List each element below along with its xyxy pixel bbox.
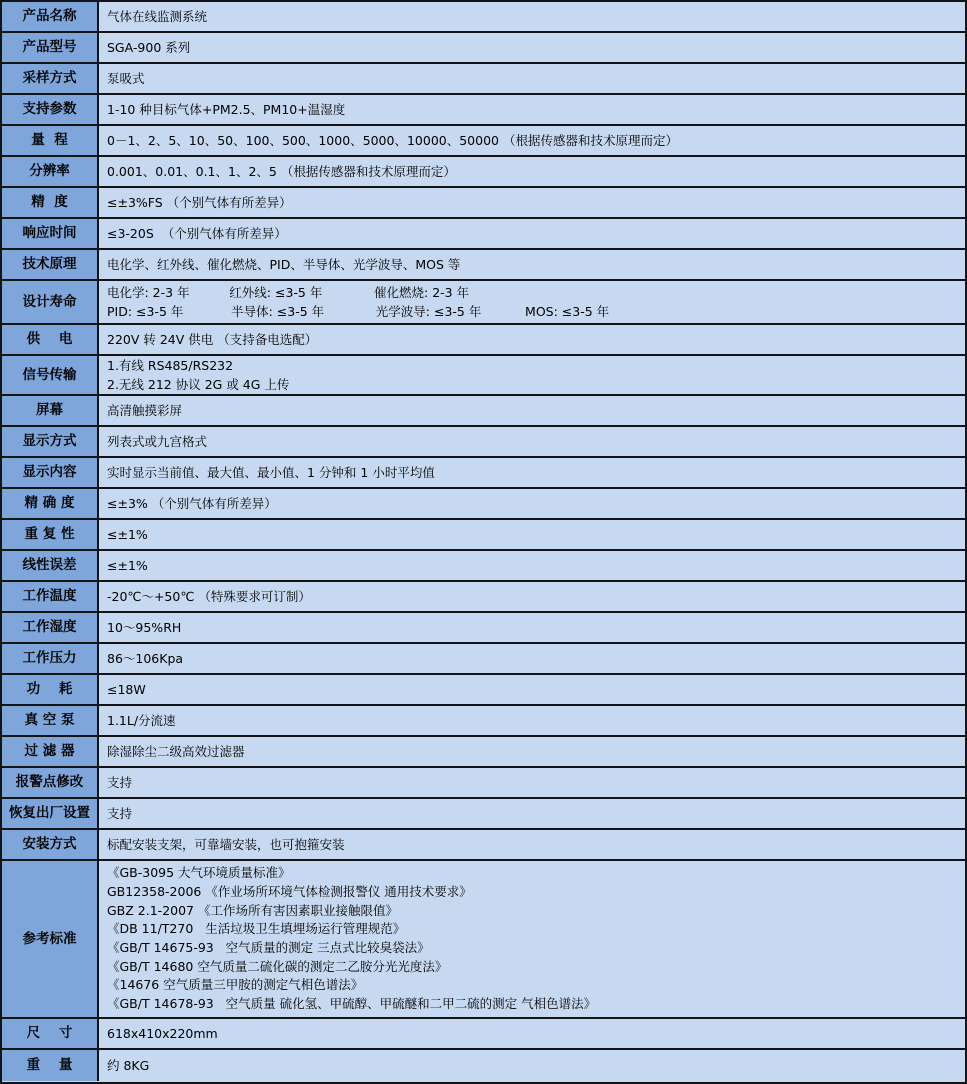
spec-value-line: 1.1L/分流速 bbox=[107, 713, 176, 728]
spec-value bbox=[99, 706, 965, 735]
spec-label: 功 耗 bbox=[2, 675, 99, 704]
spec-value-line: 实时显示当前值、最大值、最小值、1 分钟和 1 小时平均值 bbox=[107, 465, 435, 480]
spec-value-line: 支持 bbox=[107, 806, 133, 821]
spec-value bbox=[99, 281, 965, 323]
spec-value bbox=[99, 64, 965, 93]
spec-row-supported-params bbox=[2, 95, 965, 126]
spec-value bbox=[99, 861, 965, 1017]
spec-label: 尺 寸 bbox=[2, 1019, 99, 1048]
spec-row-display-mode bbox=[2, 427, 965, 458]
spec-value-line: 约 8KG bbox=[107, 1058, 150, 1073]
spec-value-line: 《GB/T 14678-93 空气质量 硫化氢、甲硫醇、甲硫醚和二甲二硫的测定 气相色谱法》 bbox=[107, 996, 597, 1012]
spec-value-line: 0－1、2、5、10、50、100、500、1000、5000、10000、50000 （根据传感器和技术原理而定） bbox=[107, 133, 678, 148]
spec-row-linearity-error bbox=[2, 551, 965, 582]
spec-row-technical-principle bbox=[2, 250, 965, 281]
spec-value-line: 列表式或九宫格式 bbox=[107, 434, 208, 449]
spec-row-reference-standards bbox=[2, 861, 965, 1019]
spec-label: 显示内容 bbox=[2, 458, 99, 487]
spec-value-line: -20℃～+50℃ （特殊要求可订制） bbox=[107, 589, 311, 604]
spec-label: 技术原理 bbox=[2, 250, 99, 279]
spec-label: 参考标准 bbox=[2, 861, 99, 1017]
spec-value bbox=[99, 2, 965, 31]
spec-value-line: ≤±3% （个别气体有所差异） bbox=[107, 496, 277, 511]
spec-row-filter bbox=[2, 737, 965, 768]
spec-value-line: GBZ 2.1-2007 《工作场所有害因素职业接触限值》 bbox=[107, 902, 398, 918]
spec-value-line: ≤±1% bbox=[107, 558, 148, 573]
spec-label: 真 空 泵 bbox=[2, 706, 99, 735]
spec-label: 重 复 性 bbox=[2, 520, 99, 549]
spec-value-line: GB12358-2006 《作业场所环境气体检测报警仪 通用技术要求》 bbox=[107, 883, 472, 899]
spec-row-product-name bbox=[2, 2, 965, 33]
spec-row-dimensions bbox=[2, 1019, 965, 1050]
spec-value bbox=[99, 1019, 965, 1048]
spec-label: 工作压力 bbox=[2, 644, 99, 673]
spec-row-working-temperature bbox=[2, 582, 965, 613]
spec-row-installation bbox=[2, 830, 965, 861]
spec-row-signal-transmission bbox=[2, 356, 965, 396]
spec-label: 产品型号 bbox=[2, 33, 99, 62]
spec-value bbox=[99, 1050, 965, 1081]
spec-label: 分辨率 bbox=[2, 157, 99, 186]
spec-label: 过 滤 器 bbox=[2, 737, 99, 766]
spec-value-line: 高清触摸彩屏 bbox=[107, 403, 183, 418]
spec-value bbox=[99, 126, 965, 155]
spec-row-power-supply bbox=[2, 325, 965, 356]
spec-value-line: 泵吸式 bbox=[107, 71, 145, 86]
spec-value-line: PID: ≤3-5 年 半导体: ≤3-5 年 光学波导: ≤3-5 年 MOS: ≤3-5 年 bbox=[107, 304, 610, 319]
spec-value bbox=[99, 250, 965, 279]
spec-value-line: 618x410x220mm bbox=[107, 1026, 218, 1041]
spec-row-resolution bbox=[2, 157, 965, 188]
spec-value-line: 10～95%RH bbox=[107, 620, 182, 635]
spec-label: 供 电 bbox=[2, 325, 99, 354]
spec-value-line: 《DB 11/T270 生活垃圾卫生填埋场运行管理规范》 bbox=[107, 921, 406, 937]
spec-value bbox=[99, 520, 965, 549]
spec-value-line: 电化学、红外线、催化燃烧、PID、半导体、光学波导、MOS 等 bbox=[107, 257, 461, 272]
spec-value bbox=[99, 830, 965, 859]
spec-row-repeatability bbox=[2, 520, 965, 551]
spec-value bbox=[99, 644, 965, 673]
spec-value-line: 电化学: 2-3 年 红外线: ≤3-5 年 催化燃烧: 2-3 年 bbox=[107, 285, 470, 300]
spec-label: 恢复出厂设置 bbox=[2, 799, 99, 828]
spec-row-working-pressure bbox=[2, 644, 965, 675]
spec-row-factory-reset bbox=[2, 799, 965, 830]
spec-value bbox=[99, 325, 965, 354]
spec-label: 量 程 bbox=[2, 126, 99, 155]
spec-row-display-content bbox=[2, 458, 965, 489]
spec-label: 工作湿度 bbox=[2, 613, 99, 642]
spec-value-line: 2.无线 212 协议 2G 或 4G 上传 bbox=[107, 377, 290, 392]
spec-value-line: 标配安装支架，可靠墙安装，也可抱箍安装 bbox=[107, 837, 345, 852]
spec-value bbox=[99, 219, 965, 248]
spec-label: 响应时间 bbox=[2, 219, 99, 248]
spec-value bbox=[99, 157, 965, 186]
spec-label: 精 度 bbox=[2, 188, 99, 217]
spec-value bbox=[99, 613, 965, 642]
spec-row-sampling-method bbox=[2, 64, 965, 95]
spec-value-line: 220V 转 24V 供电 （支持备电选配） bbox=[107, 332, 318, 347]
spec-value-line: ≤±1% bbox=[107, 527, 148, 542]
spec-label: 安装方式 bbox=[2, 830, 99, 859]
spec-row-design-life bbox=[2, 281, 965, 325]
spec-value-line: 气体在线监测系统 bbox=[107, 9, 208, 24]
spec-label: 报警点修改 bbox=[2, 768, 99, 797]
spec-label: 屏幕 bbox=[2, 396, 99, 425]
spec-row-range bbox=[2, 126, 965, 157]
spec-label: 采样方式 bbox=[2, 64, 99, 93]
spec-value bbox=[99, 799, 965, 828]
spec-row-power-consumption bbox=[2, 675, 965, 706]
spec-value-line: ≤±3%FS （个别气体有所差异） bbox=[107, 195, 292, 210]
spec-value bbox=[99, 489, 965, 518]
spec-value bbox=[99, 458, 965, 487]
spec-value-line: 1-10 种目标气体+PM2.5、PM10+温湿度 bbox=[107, 102, 346, 117]
spec-value bbox=[99, 551, 965, 580]
spec-value bbox=[99, 582, 965, 611]
spec-label: 工作温度 bbox=[2, 582, 99, 611]
spec-value bbox=[99, 427, 965, 456]
spec-value-line: 支持 bbox=[107, 775, 133, 790]
spec-value-line: 86～106Kpa bbox=[107, 651, 184, 666]
spec-value bbox=[99, 356, 965, 394]
spec-label: 重 量 bbox=[2, 1050, 99, 1081]
spec-value-line: 1.有线 RS485/RS232 bbox=[107, 358, 234, 373]
spec-value bbox=[99, 188, 965, 217]
spec-value-line: 《GB-3095 大气环境质量标准》 bbox=[107, 865, 291, 881]
spec-value-line: 《GB/T 14675-93 空气质量的测定 三点式比较臭袋法》 bbox=[107, 940, 430, 955]
spec-value bbox=[99, 396, 965, 425]
spec-row-weight bbox=[2, 1050, 965, 1081]
spec-row-screen bbox=[2, 396, 965, 427]
spec-value-line: 0.001、0.01、0.1、1、2、5 （根据传感器和技术原理而定） bbox=[107, 164, 456, 179]
spec-row-product-model bbox=[2, 33, 965, 64]
spec-label: 产品名称 bbox=[2, 2, 99, 31]
spec-label: 显示方式 bbox=[2, 427, 99, 456]
spec-label: 支持参数 bbox=[2, 95, 99, 124]
spec-value bbox=[99, 95, 965, 124]
spec-value bbox=[99, 675, 965, 704]
spec-value-line: 《GB/T 14680 空气质量二硫化碳的测定二乙胺分光光度法》 bbox=[107, 958, 448, 974]
spec-row-accuracy bbox=[2, 489, 965, 520]
spec-value-line: ≤3-20S （个别气体有所差异） bbox=[107, 226, 287, 241]
spec-label: 信号传输 bbox=[2, 356, 99, 394]
spec-value-line: 《14676 空气质量三甲胺的测定气相色谱法》 bbox=[107, 977, 364, 993]
spec-value-line: 除湿除尘二级高效过滤器 bbox=[107, 744, 245, 759]
spec-value-line: SGA-900 系列 bbox=[107, 40, 191, 55]
spec-row-vacuum-pump bbox=[2, 706, 965, 737]
spec-value bbox=[99, 768, 965, 797]
spec-value-line: ≤18W bbox=[107, 682, 146, 697]
spec-label: 精 确 度 bbox=[2, 489, 99, 518]
spec-label: 设计寿命 bbox=[2, 281, 99, 323]
spec-row-response-time bbox=[2, 219, 965, 250]
spec-row-precision bbox=[2, 188, 965, 219]
spec-label: 线性误差 bbox=[2, 551, 99, 580]
spec-value bbox=[99, 737, 965, 766]
spec-row-working-humidity bbox=[2, 613, 965, 644]
spec-value bbox=[99, 33, 965, 62]
spec-row-alarm-point-modify bbox=[2, 768, 965, 799]
